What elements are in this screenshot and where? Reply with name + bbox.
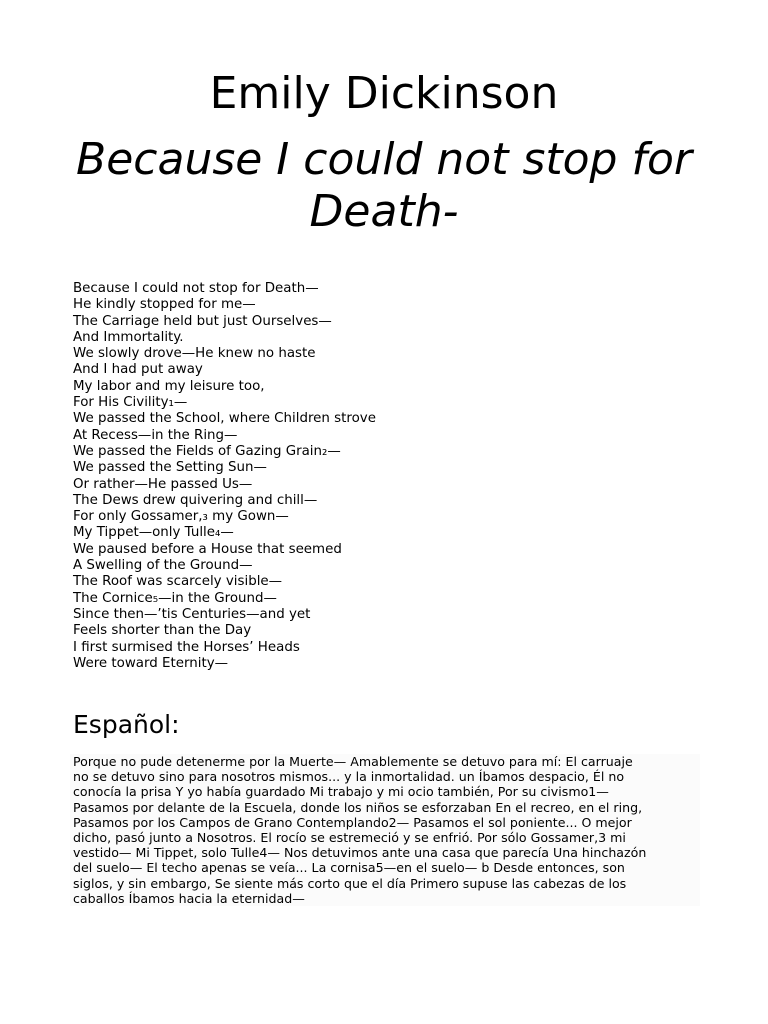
spanish-line: conocía la prisa Y yo había guardado Mi trabajo y mi ocio también, Por su civismo1— <box>73 784 609 800</box>
poem-line: Were toward Eternity— <box>73 655 229 671</box>
spanish-line: Pasamos por delante de la Escuela, donde los niños se esforzaban En el recreo, en el ring, <box>73 799 643 815</box>
poem-line: We passed the School, where Children strove <box>73 411 376 427</box>
poem-line: We passed the Fields of Gazing Grain₂— <box>73 443 341 459</box>
spanish-line: caballos Íbamos hacia la eternidad— <box>73 890 305 906</box>
poem-line: We passed the Setting Sun— <box>73 460 267 476</box>
poem-line: He kindly stopped for me— <box>73 297 256 313</box>
poem-line: My Tippet—only Tulle₄— <box>73 525 234 541</box>
spanish-line: dicho, pasó junto a Nosotros. El rocío se estremeció y se enfrió. Por sólo Gossamer,3 mi <box>73 830 626 846</box>
poem-line: And I had put away <box>73 362 203 378</box>
spanish-line: Porque no pude detenerme por la Muerte— Amablemente se detuvo para mí: El carruaje <box>73 754 633 769</box>
poem-line: I first surmised the Horses’ Heads <box>73 639 300 655</box>
english-poem <box>73 281 493 672</box>
poem-line: For only Gossamer,₃ my Gown— <box>73 509 289 525</box>
poem-line: Feels shorter than the Day <box>73 623 252 639</box>
poem-line: Since then—’tis Centuries—and yet <box>73 606 311 622</box>
poem-line: My labor and my leisure too, <box>73 378 265 394</box>
poem-line: We paused before a House that seemed <box>73 541 342 557</box>
spanish-translation <box>70 754 700 906</box>
spanish-line: no se detuvo sino para nosotros mismos... y la inmortalidad. un Íbamos despacio, Él no <box>73 769 625 785</box>
poem-line: The Carriage held but just Ourselves— <box>73 313 332 329</box>
poem-title: Because I could not stop for Death- <box>76 134 692 237</box>
poem-line: A Swelling of the Ground— <box>73 558 253 574</box>
poem-line: The Dews drew quivering and chill— <box>73 492 318 508</box>
poem-line: Because I could not stop for Death— <box>73 281 319 296</box>
spanish-line: Pasamos por los Campos de Grano Contemplando2— Pasamos el sol poniente... O mejor <box>73 814 632 830</box>
poem-line: The Cornice₅—in the Ground— <box>73 590 277 606</box>
poem-line: At Recess—in the Ring— <box>73 427 238 443</box>
author-name: Emily Dickinson <box>209 68 559 119</box>
spanish-line: del suelo— El techo apenas se veía... La cornisa5—en el suelo— b Desde entonces, son <box>73 860 625 876</box>
spanish-line: vestido— Mi Tippet, solo Tulle4— Nos detuvimos ante una casa que parecía Una hinchazón <box>73 845 647 861</box>
spanish-heading: Español: <box>73 710 180 739</box>
spanish-line: siglos, y sin embargo, Se siente más corto que el día Primero supuse las cabezas de los <box>73 875 627 891</box>
poem-line: And Immortality. <box>73 329 184 345</box>
poem-line: For His Civility₁— <box>73 395 188 411</box>
poem-line: Or rather—He passed Us— <box>73 476 253 492</box>
poem-line: We slowly drove—He knew no haste <box>73 346 316 362</box>
poem-line: The Roof was scarcely visible— <box>73 574 283 590</box>
